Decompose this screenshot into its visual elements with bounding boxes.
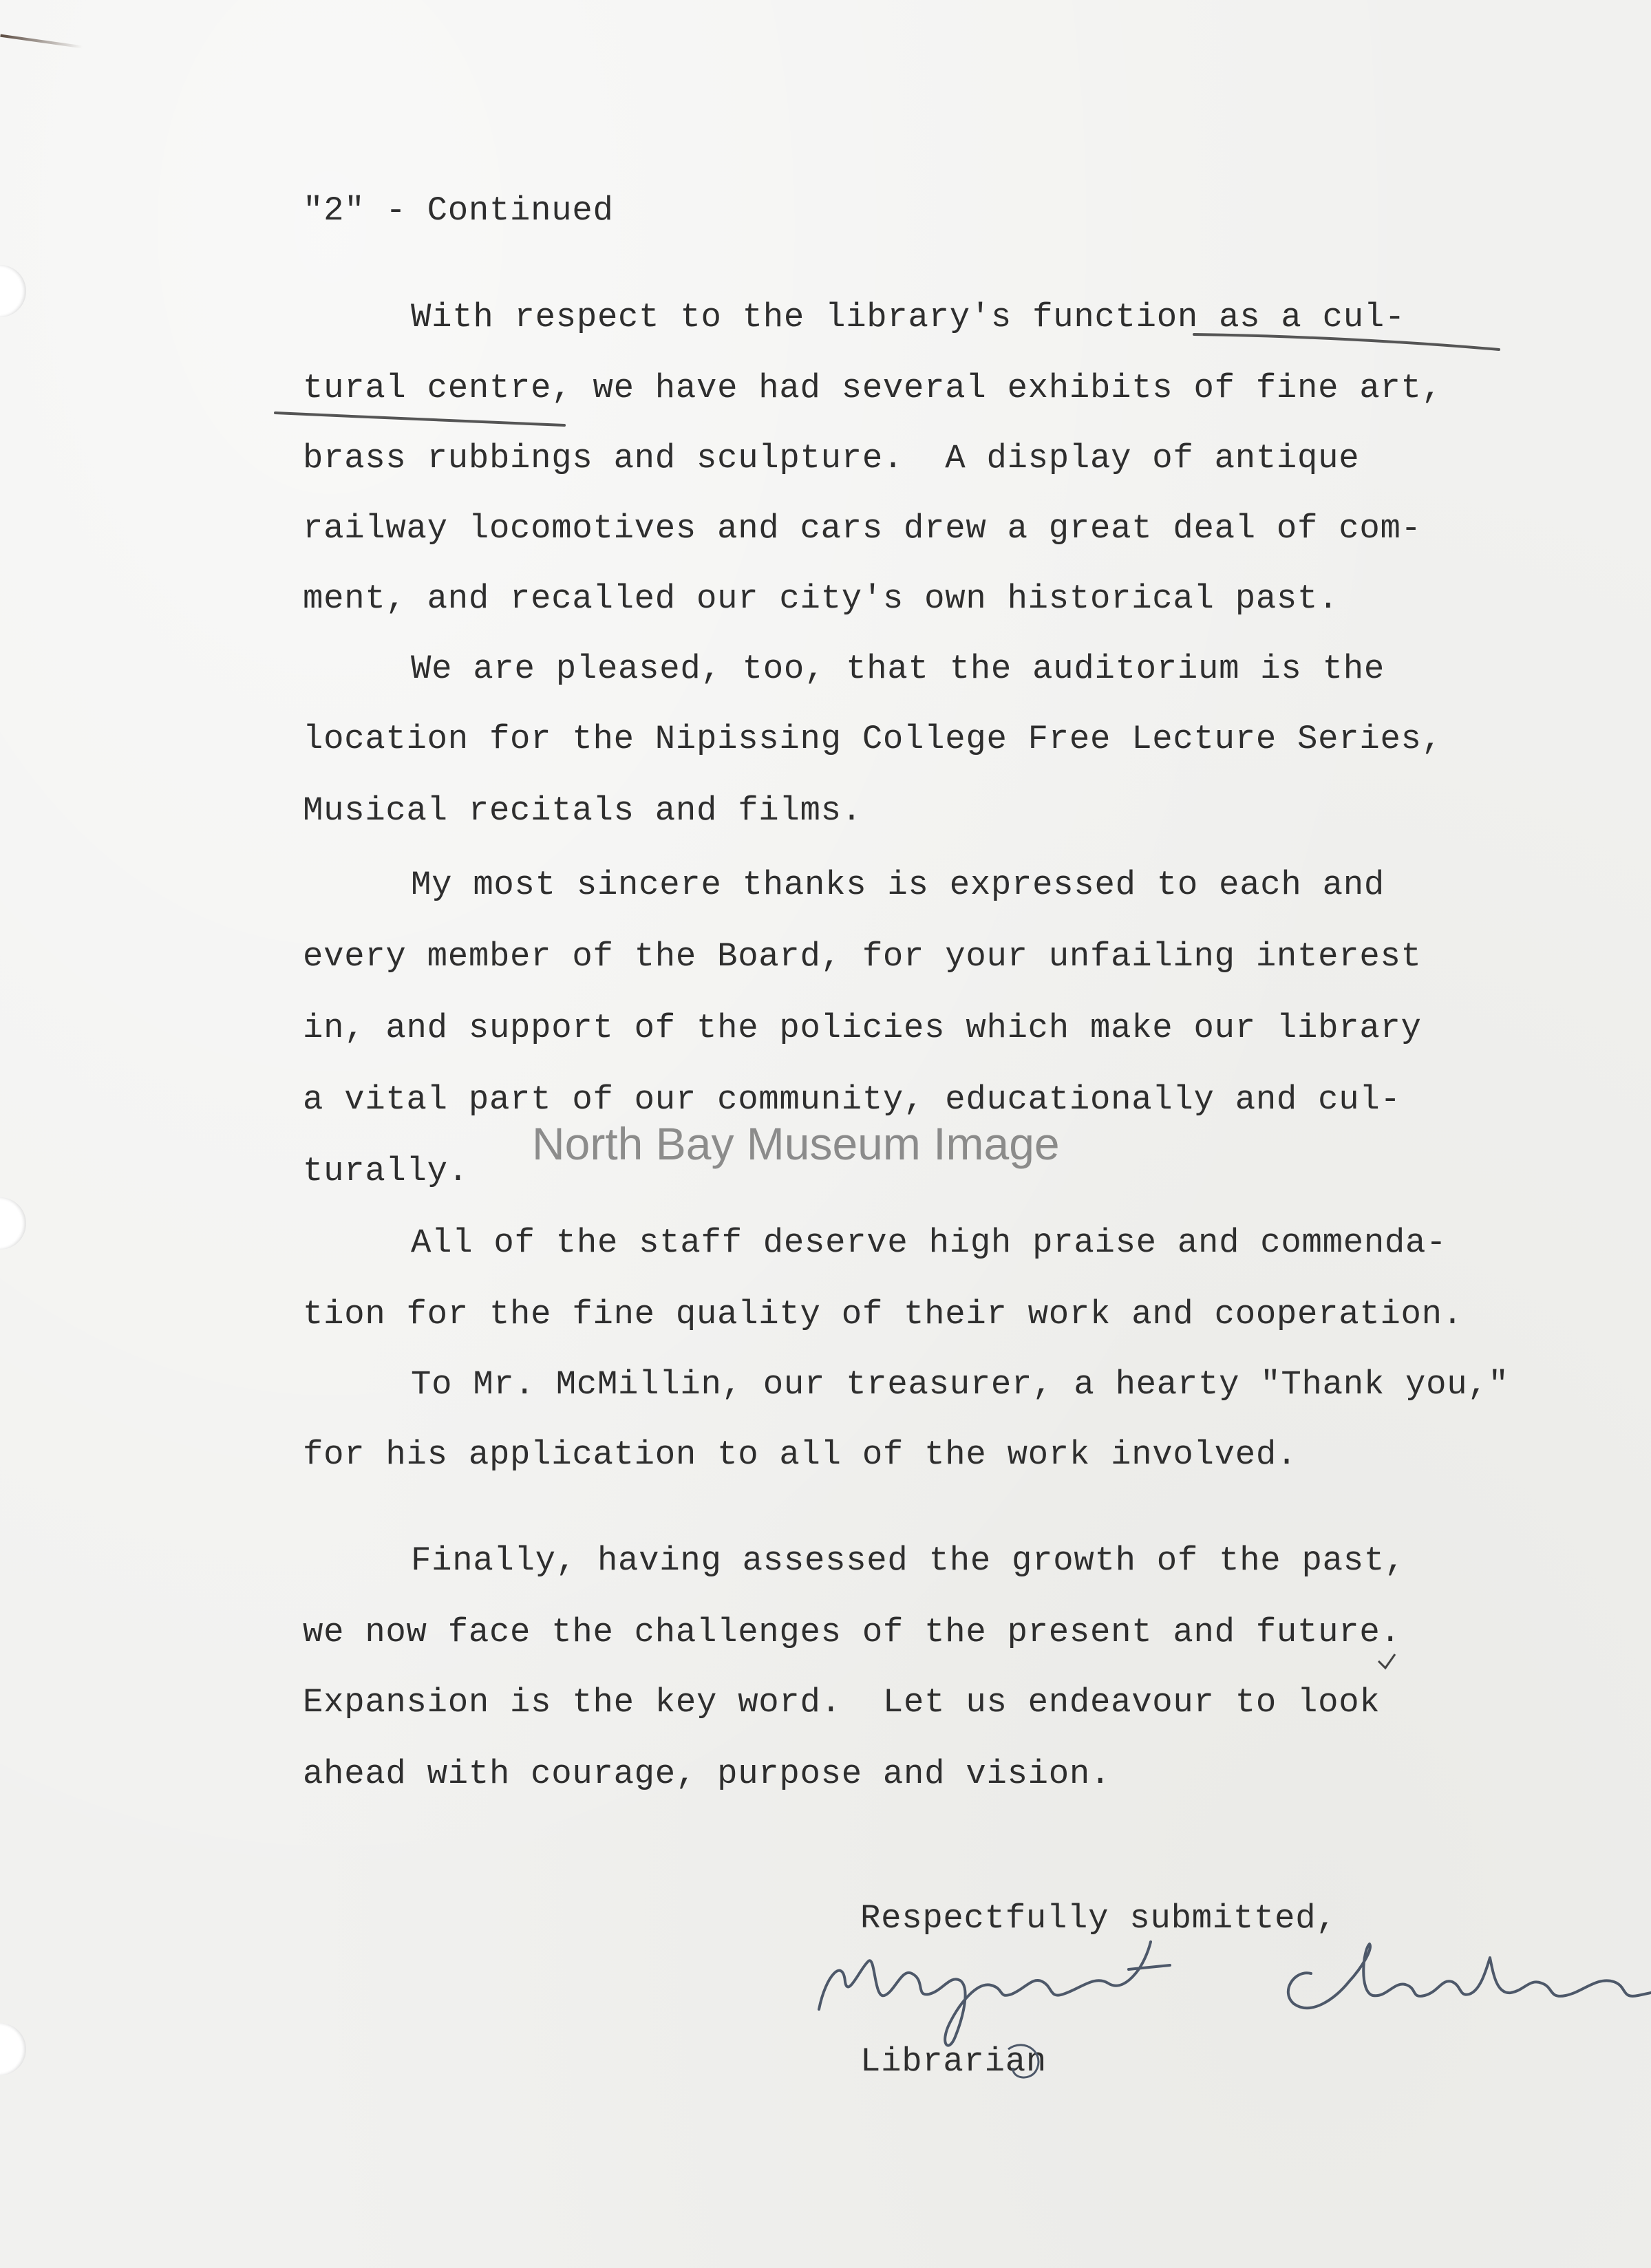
- paragraph-line: brass rubbings and sculpture. A display of antique: [303, 439, 1360, 478]
- paragraph-line: tural centre, we have had several exhibits of fine art,: [303, 369, 1442, 407]
- paragraph-line: We are pleased, too, that the auditorium is the: [411, 650, 1385, 688]
- museum-watermark: North Bay Museum Image: [532, 1118, 1060, 1169]
- paragraph-line: location for the Nipissing College Free Lecture Series,: [303, 720, 1442, 758]
- paragraph-line: With respect to the library's function as a cul-: [411, 298, 1406, 336]
- paragraph-line: tion for the fine quality of their work and cooperation.: [303, 1295, 1463, 1334]
- signature-graphic: [819, 1942, 1651, 2046]
- paragraph-line: a vital part of our community, educationally and cul-: [303, 1080, 1401, 1119]
- punch-hole-bottom: [0, 2023, 26, 2075]
- staple-mark: [0, 34, 82, 49]
- closing-line: Respectfully submitted,: [860, 1899, 1337, 1938]
- paragraph-line: ahead with courage, purpose and vision.: [303, 1755, 1111, 1793]
- paragraph-line: turally.: [303, 1152, 469, 1190]
- paragraph-line: Musical recitals and films.: [303, 791, 862, 830]
- paragraph-line: To Mr. McMillin, our treasurer, a hearty "Thank you,": [411, 1365, 1509, 1404]
- paragraph-line: railway locomotives and cars drew a great deal of com-: [303, 509, 1422, 548]
- punch-hole-top: [0, 265, 26, 317]
- page-header: "2" - Continued: [303, 191, 614, 230]
- paragraph-line: ment, and recalled our city's own historical past.: [303, 579, 1339, 618]
- punch-hole-middle: [0, 1197, 26, 1250]
- paragraph-line: for his application to all of the work involved.: [303, 1435, 1298, 1474]
- pencil-underline-top: [1194, 334, 1499, 350]
- pencil-underline-second: [275, 413, 564, 425]
- paragraph-line: we now face the challenges of the present and future.: [303, 1613, 1401, 1651]
- paragraph-line: All of the staff deserve high praise and commenda-: [411, 1223, 1447, 1262]
- paragraph-line: Finally, having assessed the growth of the past,: [411, 1541, 1406, 1580]
- signer-title: Librarian: [860, 2042, 1047, 2081]
- paragraph-line: Expansion is the key word. Let us endeavour to look: [303, 1683, 1381, 1722]
- paragraph-line: every member of the Board, for your unfailing interest: [303, 937, 1422, 976]
- paragraph-line: My most sincere thanks is expressed to each and: [411, 866, 1385, 904]
- pencil-tick-mark: [1378, 1654, 1395, 1668]
- paragraph-line: in, and support of the policies which make our library: [303, 1009, 1422, 1047]
